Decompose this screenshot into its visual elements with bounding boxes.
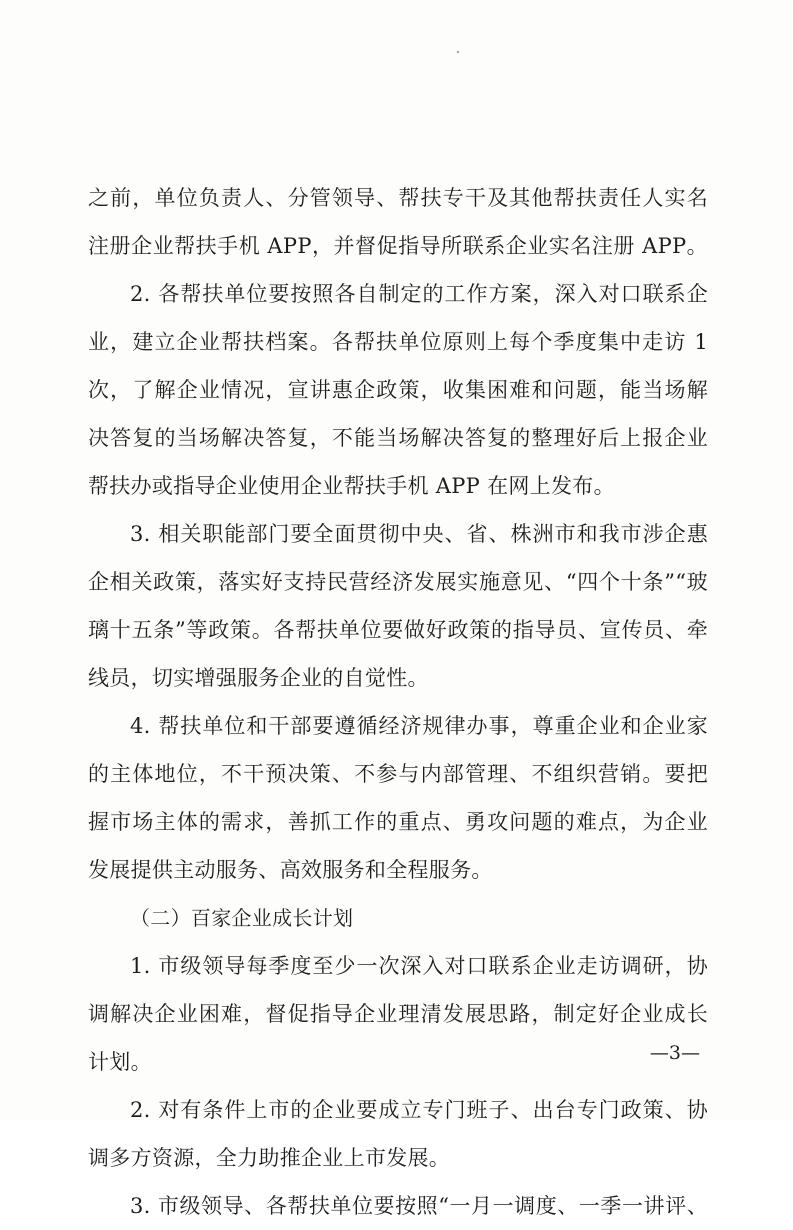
text-line: 调解决企业困难，督促指导企业理清发展思路，制定好企业成长	[88, 1002, 708, 1026]
text-line: 发展提供主动服务、高效服务和全程服务。	[88, 858, 493, 882]
text-line: 璃十五条”等政策。各帮扶单位要做好政策的指导员、宣传员、牵	[88, 618, 708, 642]
scan-speck	[457, 51, 459, 53]
item-3-line: 3. 市级领导、各帮扶单位要按照“一月一调度、一季一讲评、	[130, 1194, 708, 1218]
item-2-line: 2. 对有条件上市的企业要成立专门班子、出台专门政策、协	[130, 1098, 708, 1122]
paragraph-2-line: 2. 各帮扶单位要按照各自制定的工作方案，深入对口联系企	[130, 282, 708, 306]
text-line: 注册企业帮扶手机 APP，并督促指导所联系企业实名注册 APP。	[88, 234, 708, 258]
item-1-line: 1. 市级领导每季度至少一次深入对口联系企业走访调研，协	[130, 954, 708, 978]
text-line: 决答复的当场解决答复，不能当场解决答复的整理好后上报企业	[88, 426, 708, 450]
text-line: 的主体地位，不干预决策、不参与内部管理、不组织营销。要把	[88, 762, 708, 786]
text-line: 之前，单位负责人、分管领导、帮扶专干及其他帮扶责任人实名	[88, 186, 708, 210]
body-text	[88, 174, 708, 1230]
section-heading: （二）百家企业成长计划	[130, 906, 354, 930]
paragraph-4-line: 4. 帮扶单位和干部要遵循经济规律办事，尊重企业和企业家	[130, 714, 708, 738]
paragraph-3-line: 3. 相关职能部门要全面贯彻中央、省、株洲市和我市涉企惠	[130, 522, 708, 546]
text-line: 帮扶办或指导企业使用企业帮扶手机 APP 在网上发布。	[88, 474, 615, 498]
text-line: 企相关政策，落实好支持民营经济发展实施意见、“四个十条”“玻	[88, 570, 708, 594]
text-line: 业，建立企业帮扶档案。各帮扶单位原则上每个季度集中走访 1	[88, 330, 708, 354]
text-line: 线员，切实增强服务企业的自觉性。	[88, 666, 429, 690]
page-number: —3—	[649, 1042, 700, 1064]
text-line: 调多方资源，全力助推企业上市发展。	[88, 1146, 451, 1170]
text-line: 次，了解企业情况，宣讲惠企政策，收集困难和问题，能当场解	[88, 378, 708, 402]
text-line: 计划。	[88, 1050, 152, 1074]
text-line: 握市场主体的需求，善抓工作的重点、勇攻问题的难点，为企业	[88, 810, 708, 834]
